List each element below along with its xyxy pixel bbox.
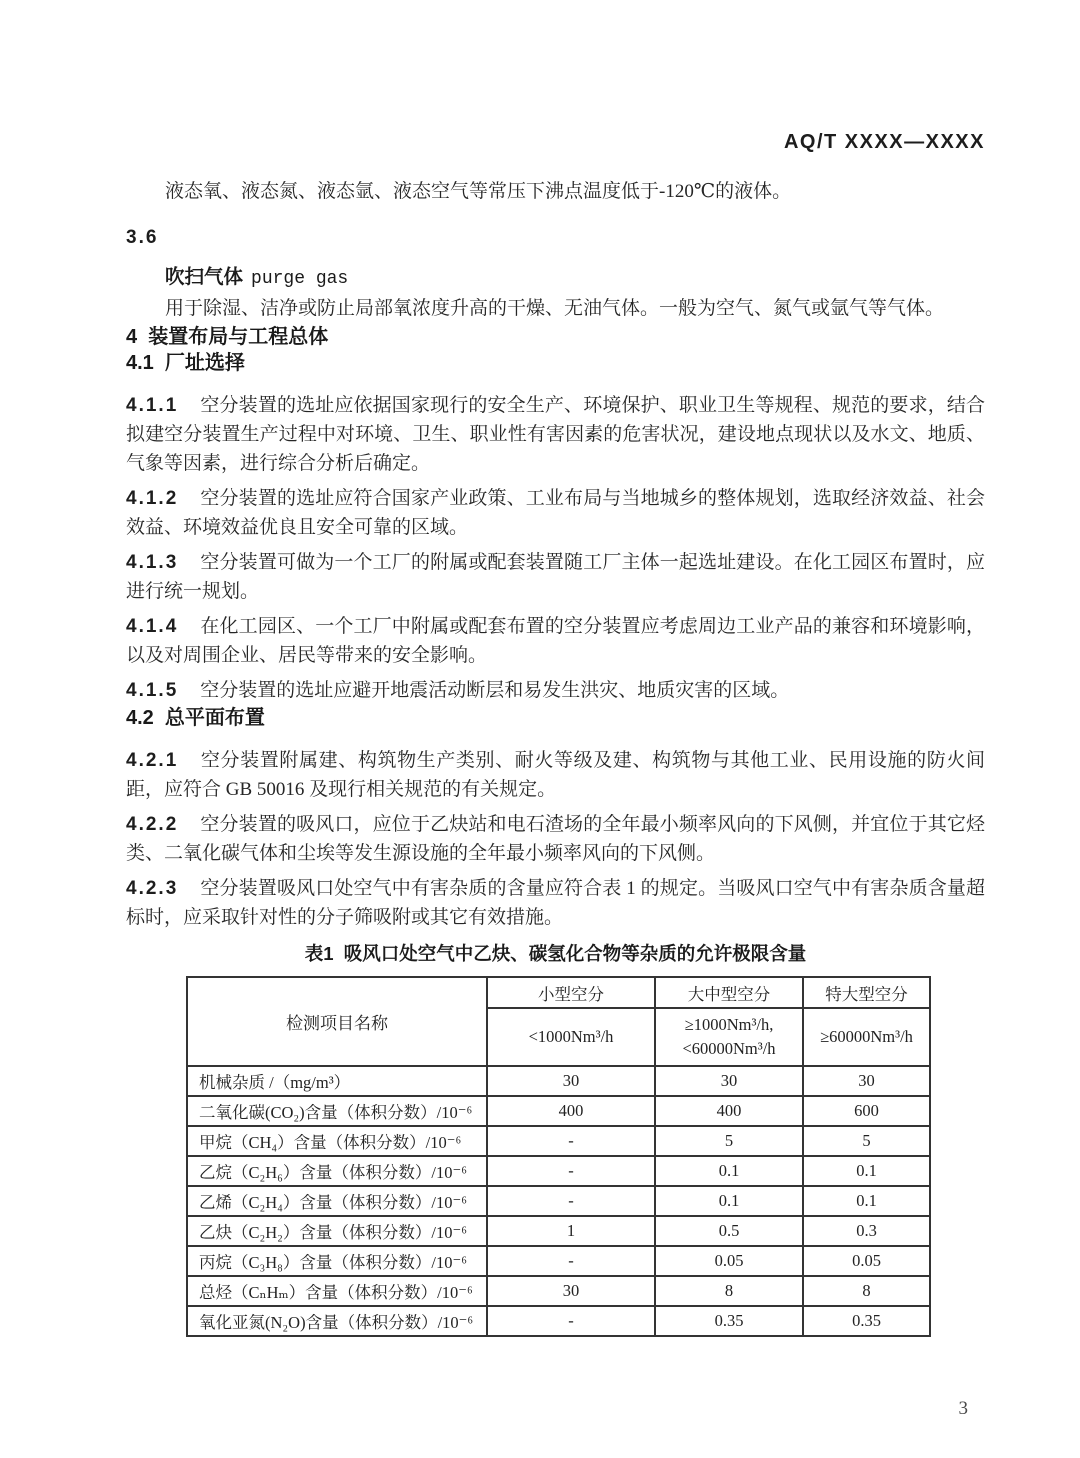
section-4-1-heading: 4.1 厂址选择: [126, 352, 245, 374]
header-small-capacity: <1000Nm³/h: [487, 1008, 655, 1066]
cell-small-value: -: [487, 1306, 655, 1336]
clause-text: 空分装置的选址应避开地震活动断层和易发生洪灾、地质灾害的区域。: [200, 680, 790, 701]
clause-4-1-3: [126, 548, 985, 606]
cell-large-value: 600: [803, 1096, 930, 1126]
term-block: [126, 262, 985, 324]
cell-item-name: 机械杂质 /（mg/m³）: [187, 1066, 487, 1096]
cell-item-name: 甲烷（CH₄）含量（体积分数）/10⁻⁶: [187, 1126, 487, 1156]
table-1-caption: 表1 吸风口处空气中乙炔、碳氢化合物等杂质的允许极限含量: [304, 943, 807, 964]
clause-number: 4.2.3: [126, 878, 179, 899]
cell-item-name: 乙炔（C₂H₂）含量（体积分数）/10⁻⁶: [187, 1216, 487, 1246]
capacity-line-2: <60000Nm³/h: [682, 1039, 776, 1058]
cell-medium-value: 400: [655, 1096, 803, 1126]
cell-medium-value: 5: [655, 1126, 803, 1156]
cell-medium-value: 0.5: [655, 1216, 803, 1246]
cell-medium-value: 8: [655, 1276, 803, 1306]
clause-number: 4.1.4: [126, 616, 179, 637]
table-row: [187, 1246, 930, 1276]
cell-small-value: -: [487, 1246, 655, 1276]
header-large-type: 特大型空分: [803, 977, 930, 1008]
cell-medium-value: 0.35: [655, 1306, 803, 1336]
clause-4-1-1: [126, 391, 985, 478]
cell-item-name: 丙烷（C₃H₈）含量（体积分数）/10⁻⁶: [187, 1246, 487, 1276]
header-medium-type: 大中型空分: [655, 977, 803, 1008]
page-number: 3: [958, 1398, 968, 1419]
table-row: [187, 1096, 930, 1126]
section-4-heading: 4 装置布局与工程总体: [126, 326, 329, 348]
table-row: [187, 1276, 930, 1306]
clause-4-1-4: [126, 612, 985, 670]
cell-large-value: 0.1: [803, 1186, 930, 1216]
cell-small-value: -: [487, 1186, 655, 1216]
cell-small-value: 30: [487, 1276, 655, 1306]
clause-text: 空分装置吸风口处空气中有害杂质的含量应符合表 1 的规定。当吸风口空气中有害杂质含量超标时，应采取针对性的分子筛吸附或其它有效措施。: [126, 878, 985, 928]
table-1: [186, 976, 931, 1337]
table-row: [187, 1216, 930, 1246]
cell-small-value: 30: [487, 1066, 655, 1096]
clause-4-1-5: [126, 676, 985, 705]
cell-large-value: 5: [803, 1126, 930, 1156]
clause-number: 4.1.3: [126, 552, 179, 573]
clause-number: 4.1.2: [126, 488, 179, 509]
header-item-name: 检测项目名称: [187, 977, 487, 1066]
cell-large-value: 30: [803, 1066, 930, 1096]
term-definition: 用于除湿、洁净或防止局部氧浓度升高的干燥、无油气体。一般为空气、氮气或氩气等气体。: [165, 298, 945, 319]
cell-large-value: 0.3: [803, 1216, 930, 1246]
clause-text: 空分装置的选址应依据国家现行的安全生产、环境保护、职业卫生等规程、规范的要求，结合拟建空分装置生产过程中对环境、卫生、职业性有害因素的危害状况，建设地点现状以及水文、地质、气象等因素，进行综合分析后确定。: [126, 395, 985, 474]
clause-text: 空分装置的吸风口，应位于乙炔站和电石渣场的全年最小频率风向的下风侧，并宜位于其它烃类、二氧化碳气体和尘埃等发生源设施的全年最小频率风向的下风侧。: [126, 814, 985, 864]
header-small-type: 小型空分: [487, 977, 655, 1008]
table-header-row-types: [187, 977, 930, 1008]
header-large-capacity: ≥60000Nm³/h: [803, 1008, 930, 1066]
standard-code: AQ/T XXXX—XXXX: [783, 131, 985, 153]
cell-large-value: 0.1: [803, 1156, 930, 1186]
cell-large-value: 8: [803, 1276, 930, 1306]
cell-medium-value: 0.1: [655, 1156, 803, 1186]
term-zh: 吹扫气体: [165, 266, 244, 288]
table-row: [187, 1306, 930, 1336]
cell-small-value: 1: [487, 1216, 655, 1246]
cell-medium-value: 30: [655, 1066, 803, 1096]
header-medium-capacity: [655, 1008, 803, 1066]
cell-item-name: 氧化亚氮(N₂O)含量（体积分数）/10⁻⁶: [187, 1306, 487, 1336]
cell-medium-value: 0.05: [655, 1246, 803, 1276]
clause-4-2-2: [126, 810, 985, 868]
table-row: [187, 1156, 930, 1186]
cell-item-name: 总烃（CₙHₘ）含量（体积分数）/10⁻⁶: [187, 1276, 487, 1306]
cell-small-value: 400: [487, 1096, 655, 1126]
clause-4-2-1: [126, 746, 985, 804]
table-row: [187, 1186, 930, 1216]
cell-medium-value: 0.1: [655, 1186, 803, 1216]
clause-text: 空分装置的选址应符合国家产业政策、工业布局与当地城乡的整体规划，选取经济效益、社会效益、环境效益优良且安全可靠的区域。: [126, 488, 985, 538]
clause-text: 在化工园区、一个工厂中附属或配套布置的空分装置应考虑周边工业产品的兼容和环境影响，以及对周围企业、居民等带来的安全影响。: [126, 616, 985, 666]
cell-item-name: 二氧化碳(CO₂)含量（体积分数）/10⁻⁶: [187, 1096, 487, 1126]
section-4-2-heading: 4.2 总平面布置: [126, 707, 265, 729]
term-en: purge gas: [251, 269, 349, 289]
clause-number: 4.2.1: [126, 750, 179, 771]
clause-text: 空分装置附属建、构筑物生产类别、耐火等级及建、构筑物与其他工业、民用设施的防火间距，应符合 GB 50016 及现行相关规范的有关规定。: [126, 750, 985, 800]
table-row: [187, 1066, 930, 1096]
capacity-line-1: ≥1000Nm³/h,: [684, 1015, 774, 1034]
table-row: [187, 1126, 930, 1156]
clause-4-2-3: [126, 874, 985, 932]
term-heading: [165, 262, 985, 294]
clause-number: 4.1.1: [126, 395, 179, 416]
cell-small-value: -: [487, 1156, 655, 1186]
paragraph-cryogenic-liquid-def: 液态氧、液态氮、液态氩、液态空气等常压下沸点温度低于-120℃的液体。: [165, 181, 792, 202]
clause-4-1-2: [126, 484, 985, 542]
clause-number: 4.1.5: [126, 680, 179, 701]
cell-item-name: 乙烷（C₂H₆）含量（体积分数）/10⁻⁶: [187, 1156, 487, 1186]
clause-3-6-number: 3.6: [126, 227, 159, 248]
cell-small-value: -: [487, 1126, 655, 1156]
clause-number: 4.2.2: [126, 814, 179, 835]
cell-large-value: 0.35: [803, 1306, 930, 1336]
cell-large-value: 0.05: [803, 1246, 930, 1276]
cell-item-name: 乙烯（C₂H₄）含量（体积分数）/10⁻⁶: [187, 1186, 487, 1216]
clause-text: 空分装置可做为一个工厂的附属或配套装置随工厂主体一起选址建设。在化工园区布置时，应进行统一规划。: [126, 552, 985, 602]
